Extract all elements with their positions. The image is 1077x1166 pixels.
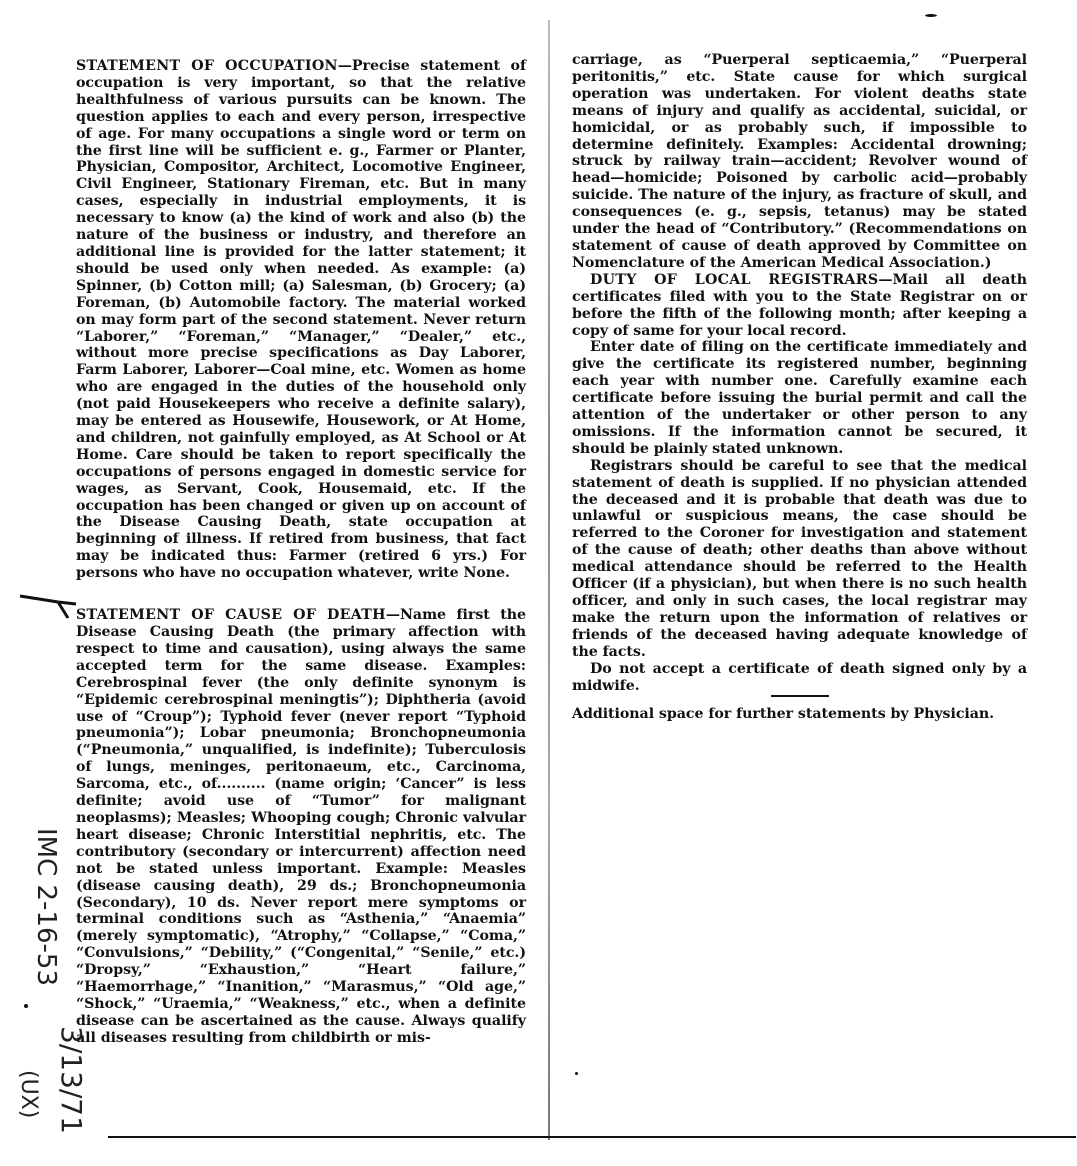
right-column: [572, 52, 1027, 723]
bottom-rule: [108, 1136, 1076, 1138]
additional-space-label: Additional space for further statements by Physician.: [572, 706, 995, 723]
cause-continued: carriage, as “Puerperal septicaemia,” “Puerperal peritonitis,” etc. State cause for which surgical operation was undertaken. For violent deaths state means of injury and qualify as accidental, suicidal, or homicidal, or as probably such, if impossible to determine definitely. Examples: Accidental drowning; struck by railway train—accident; Revolver wound of head—homicide; Poisoned by carbolic acid—probably suicide. The nature of the injury, as fracture of skull, and consequences (e. g., sepsis, tetanus) may be stated under the head of “Contributory.” (Recommendations on statement of cause of death approved by Committee on Nomenclature of the American Medical Association.): [572, 52, 1027, 271]
speck: [925, 14, 937, 17]
registrars-paragraph: Registrars should be careful to see that the medical statement of death is supplied. If no physician attended the deceased and it is probable that death was due to unlawful or suspicious means, the case should be referred to the Coroner for investigation and statement of the cause of death; other deaths than above without medical attendance should be referred to the Health Officer (if a physician), but when there is no such health officer, and only in such cases, the local registrar may make the return upon the information of relatives or friends of the deceased having adequate knowledge of the facts.: [572, 457, 1027, 660]
duty-section: [572, 272, 1027, 340]
occupation-section: [76, 58, 526, 582]
duty-heading: DUTY OF LOCAL REGISTRARS: [590, 271, 879, 288]
enter-paragraph: Enter date of filing on the certificate immediately and give the certificate its registered number, beginning each year with number one. Carefully examine each certificate before issuing the burial permit and call the attention of the undertaker or other person to any omissions. If the information cannot be secured, it should be plainly stated unknown.: [572, 339, 1027, 457]
occupation-text: —Precise statement of occupation is very important, so that the relative healthfulness of various pursuits can be known. The question applies to each and every person, irrespective of age. For many occupations a single word or term on the first line will be sufficient e. g., Farmer or Planter, Physician, Compositor, Architect, Locomotive Engineer, Civil Engineer, Stationary Fireman, etc. But in many cases, especially in industrial employments, it is necessary to know (a) the kind of work and also (b) the nature of the business or industry, and therefore an additional line is provided for the latter statement; it should be used only when needed. As example: (a) Spinner, (b) Cotton mill; (a) Salesman, (b) Grocery; (a) Foreman, (b) Automobile factory. The material worked on may form part of the second statement. Never return “Laborer,” “Foreman,” “Manager,” “Dealer,” etc., without more precise specifications as Day Laborer, Farm Laborer, Laborer—Coal mine, etc. Women as home who are engaged in the duties of the household only (not paid Housekeepers who receive a definite salary), may be entered as Housewife, Housework, or At Home, and children, not gainfully employed, as At School or At Home. Care should be taken to report specifically the occupations of persons engaged in domestic service for wages, as Servant, Cook, Housemaid, etc. If the occupation has been changed or given up on account of the Disease Causing Death, state occupation at beginning of illness. If retired from business, that fact may be indicated thus: Farmer (retired 6 yrs.) For persons who have no occupation whatever, write None.: [76, 58, 526, 582]
duty-text: —Mail all death certificates filed with you to the State Registrar on or before the fifth of the following month; after keeping a copy of same for your local record.: [572, 271, 1027, 339]
handwritten-annotation: [4, 820, 88, 1150]
handwriting-line-3: (UX): [16, 1070, 41, 1119]
ink-smudge-arrow: [18, 584, 78, 624]
handwriting-line-2: 3/13/71: [55, 1026, 88, 1134]
cause-heading: STATEMENT OF CAUSE OF DEATH: [76, 607, 386, 624]
midwife-paragraph: Do not accept a certificate of death signed only by a midwife.: [572, 660, 1027, 694]
handwriting-line-1: IMC 2-16-53: [31, 828, 61, 986]
cause-text: —Name first the Disease Causing Death (the primary affection with respect to time and causation), using always the same accepted term for the same disease. Examples: Cerebrospinal fever (the only definite synonym is “Epidemic cerebrospinal meningtis”); Diphtheria (avoid use of “Croup”); Typhoid fever (never report “Typhoid pneumonia”); Lobar pneumonia; Bronchopneumonia (“Pneumonia,” unqualified, is indefinite); Tuberculosis of lungs, meninges, peritonaeum, etc., Carcinoma, Sarcoma, etc., of.......... (name origin; ‘Cancer” is less definite; avoid use of “Tumor” for malignant neoplasms); Measles; Whooping cough; Chronic valvular heart disease; Chronic Interstitial nephritis, etc. The contributory (secondary or intercurrent) affection need not be stated unless important. Example: Measles (disease causing death), 29 ds.; Bronchopneumonia (Secondary), 10 ds. Never report mere symptoms or terminal conditions such as “Asthenia,” “Anaemia” (merely symptomatic), “Atrophy,” “Collapse,” “Coma,” “Convulsions,” “Debility,” (“Congenital,” “Senile,” etc.) “Dropsy,” “Exhaustion,” “Heart failure,” “Haemorrhage,” “Inanition,” “Marasmus,” “Old age,” “Shock,” “Uraemia,” “Weakness,” etc., when a definite disease can be ascertained as the cause. Always qualify all diseases resulting from childbirth or mis-: [76, 607, 527, 1046]
speck: [24, 1004, 28, 1008]
page-fold: [548, 20, 550, 1140]
speck: [575, 1072, 578, 1075]
occupation-heading: STATEMENT OF OCCUPATION: [76, 58, 338, 74]
cause-section: [76, 607, 526, 1047]
left-column: [76, 58, 526, 1047]
separator-rule: [771, 695, 829, 697]
